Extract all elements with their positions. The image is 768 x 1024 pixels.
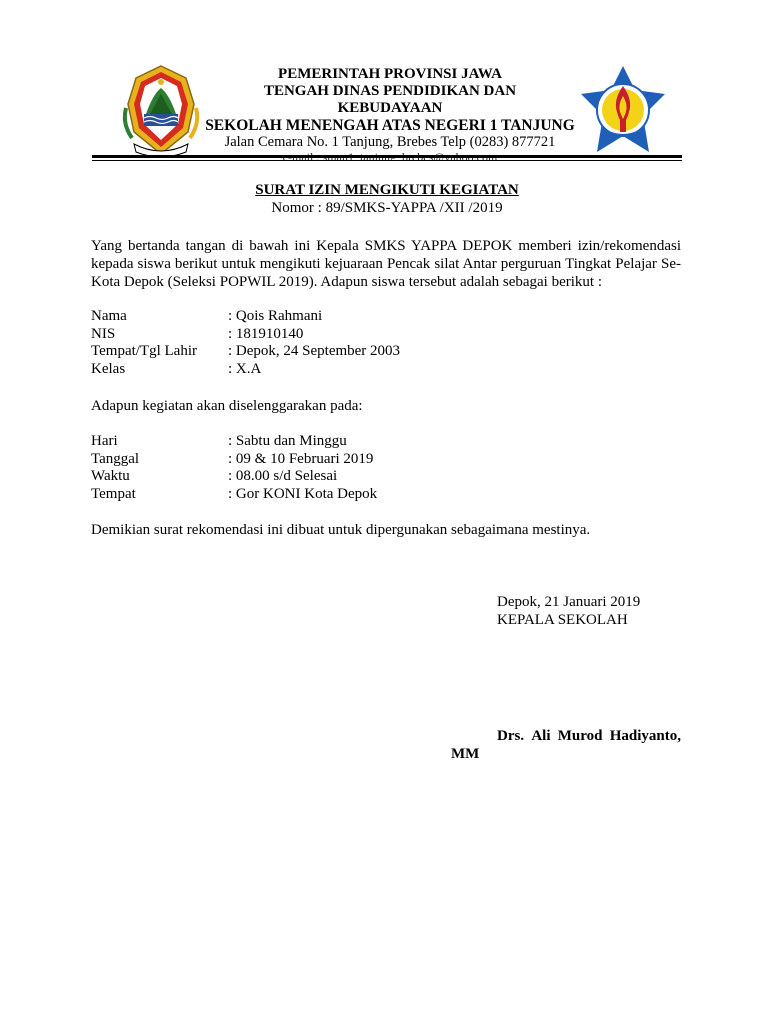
event-intro: Adapun kegiatan akan diselenggarakan pada: [91,398,363,414]
closing-paragraph: Demikian surat rekomendasi ini dibuat untuk dipergunakan sebagaimana mestinya. [91,522,591,538]
field-value: : Qois Rahmani [228,308,323,324]
letterhead-line-2: TENGAH DINAS PENDIDIKAN DAN [263,83,517,99]
field-value: : 08.00 s/d Selesai [228,468,338,484]
signer-name [451,727,681,762]
signer-suffix: MM [451,746,480,762]
letterhead-rule-thick [92,155,682,158]
field-label: Tanggal [91,451,140,467]
field-label: NIS [91,326,116,342]
field-value: : 181910140 [228,326,304,342]
signer-name-part: Drs. [497,728,525,744]
student-row-nis [91,325,303,343]
letterhead-address: Jalan Cemara No. 1 Tanjung, Brebes Telp (0283) 877721 [224,134,556,150]
field-label: Tempat [91,486,136,502]
letter-number: Nomor : 89/SMKS-YAPPA /XII /2019 [271,200,503,216]
province-emblem [120,64,202,158]
student-row-class [91,360,261,378]
signer-name-part: Hadiyanto, [609,728,681,744]
student-row-birth [91,342,400,360]
signer-name-part: Ali [531,728,551,744]
signer-name-part: Murod [557,728,603,744]
letterhead-line-1: PEMERINTAH PROVINSI JAWA [278,66,502,82]
event-row-place [91,485,377,503]
opening-paragraph: Yang bertanda tangan di bawah ini Kepala SMKS YAPPA DEPOK memberi izin/rekomendasi kepada siswa berikut untuk mengikuti kejuaraan Pencak silat Antar perguruan Tingkat Pelajar Se-Kota Depok (Seleksi POPWIL 2019). Adapun siswa tersebut adalah sebagai berikut : [91,238,681,290]
letterhead-line-3: KEBUDAYAAN [337,100,443,116]
field-label: Kelas [91,361,126,377]
signature-place-date: Depok, 21 Januari 2019 [497,594,641,610]
field-label: Hari [91,433,118,449]
field-value: : 09 & 10 Februari 2019 [228,451,374,467]
event-row-time [91,467,337,485]
student-row-name [91,307,322,325]
letterhead [200,66,580,160]
field-label: Nama [91,308,127,324]
school-emblem [577,64,669,156]
field-value: : X.A [228,361,262,377]
event-row-day [91,432,347,450]
letterhead-rule-thin [92,160,682,161]
letterhead-school-name: SEKOLAH MENENGAH ATAS NEGERI 1 TANJUNG [205,117,575,134]
field-value: : Gor KONI Kota Depok [228,486,378,502]
field-value: : Sabtu dan Minggu [228,433,347,449]
letter-title-block [92,181,682,217]
event-row-date [91,450,373,468]
signature-position: KEPALA SEKOLAH [497,612,628,628]
field-value: : Depok, 24 September 2003 [228,343,401,359]
letter-title: SURAT IZIN MENGIKUTI KEGIATAN [255,182,519,198]
field-label: Waktu [91,468,130,484]
field-label: Tempat/Tgl Lahir [91,343,197,359]
